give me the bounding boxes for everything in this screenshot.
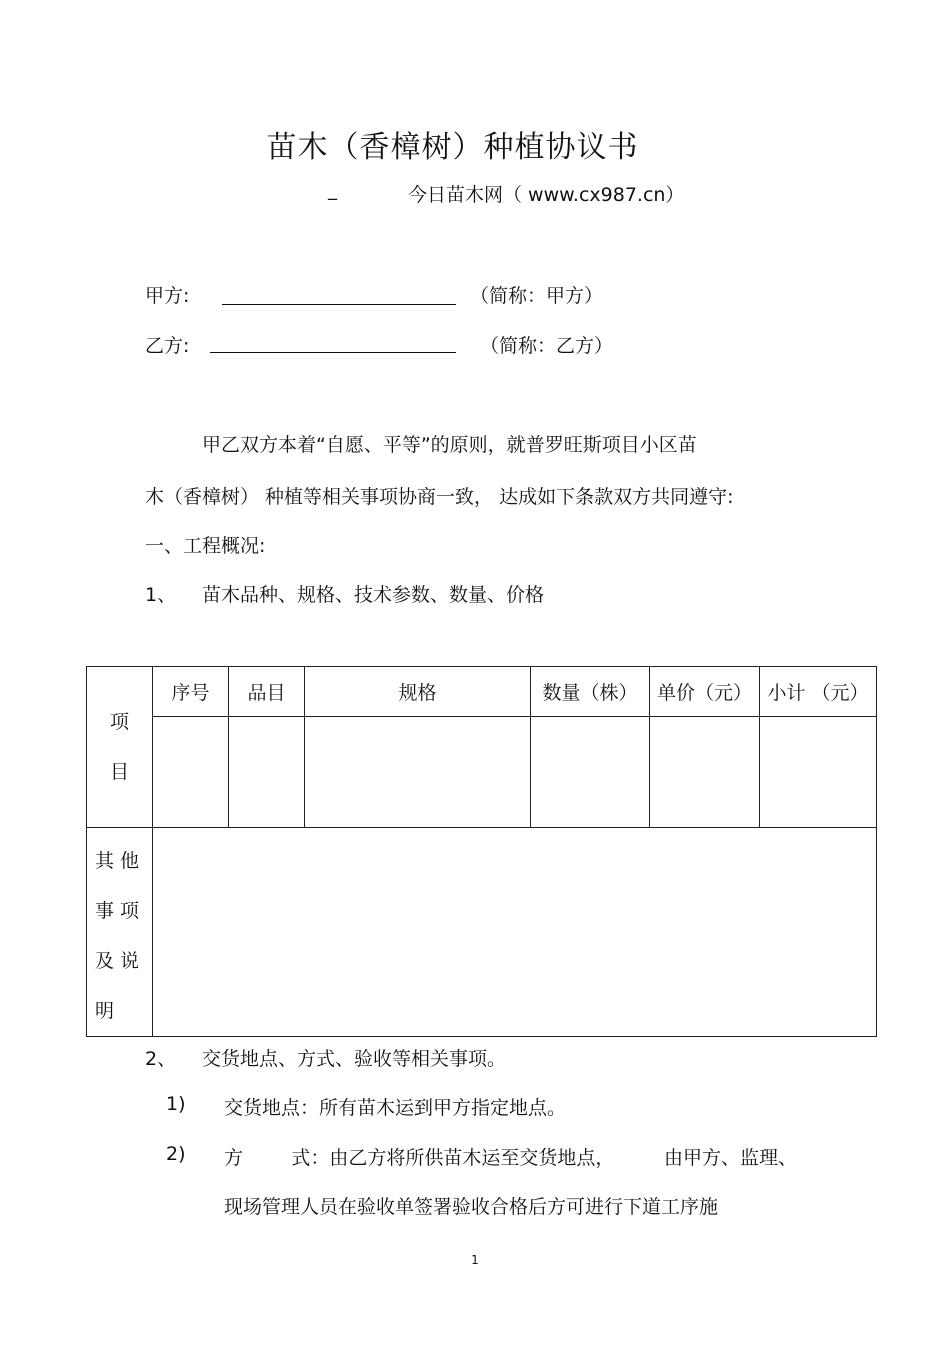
cell-item bbox=[229, 717, 305, 828]
other-matters-label: 其他事项及说明 bbox=[87, 828, 153, 1037]
header-subtotal: 小计 （元） bbox=[760, 667, 877, 717]
sub-item-2-line-2: 现场管理人员在验收单签署验收合格后方可进行下道工序施 bbox=[224, 1196, 719, 1218]
subtitle-dash: _ bbox=[328, 180, 337, 201]
intro-line-2: 木（香樟树） 种植等相关事项协商一致， 达成如下条款双方共同遵守: bbox=[145, 486, 734, 508]
subtitle-website: 今日苗木网（ www.cx987.cn） bbox=[408, 184, 685, 206]
item-1-text: 苗木品种、规格、技术参数、数量、价格 bbox=[202, 584, 545, 606]
section-1-heading: 一、工程概况: bbox=[145, 535, 266, 557]
cell-serial-no bbox=[153, 717, 229, 828]
sub-item-1-number: 1) bbox=[166, 1093, 186, 1115]
party-a-note: （简称：甲方） bbox=[470, 285, 604, 307]
party-b-note: （简称：乙方） bbox=[480, 335, 614, 357]
row-label-line-1: 项 bbox=[109, 711, 129, 733]
cell-specification bbox=[305, 717, 531, 828]
party-a-name-line bbox=[222, 304, 456, 305]
item-1-number: 1、 bbox=[145, 584, 177, 606]
sub-item-1-text: 交货地点：所有苗木运到甲方指定地点。 bbox=[224, 1097, 567, 1119]
sub-item-2-text-b: 由甲方、监理、 bbox=[664, 1147, 798, 1169]
party-a-label: 甲方: bbox=[145, 285, 190, 307]
header-unit-price: 单价（元） bbox=[650, 667, 760, 717]
item-2-number: 2、 bbox=[145, 1048, 177, 1070]
document-title: 苗木（香樟树）种植协议书 bbox=[266, 130, 639, 165]
page-number: 1 bbox=[471, 1253, 479, 1267]
intro-line-1: 甲乙双方本着“自愿、平等”的原则，就普罗旺斯项目小区苗 bbox=[202, 434, 697, 456]
cell-unit-price bbox=[650, 717, 760, 828]
header-item: 品目 bbox=[229, 667, 305, 717]
item-2-text: 交货地点、方式、验收等相关事项。 bbox=[202, 1048, 507, 1070]
seedling-items-table bbox=[86, 666, 877, 1037]
cell-quantity bbox=[531, 717, 650, 828]
header-specification: 规格 bbox=[305, 667, 531, 717]
row-label-line-2: 目 bbox=[109, 761, 129, 783]
sub-item-2-number: 2) bbox=[166, 1143, 186, 1165]
table-row-label-project bbox=[87, 667, 153, 828]
header-quantity: 数量（株） bbox=[531, 667, 650, 717]
party-b-label: 乙方: bbox=[145, 335, 190, 357]
sub-item-2-text-a: 方 式：由乙方将所供苗木运至交货地点， bbox=[224, 1147, 615, 1169]
other-matters-content bbox=[153, 828, 877, 1037]
header-serial-no: 序号 bbox=[153, 667, 229, 717]
party-b-name-line bbox=[210, 352, 456, 353]
cell-subtotal bbox=[760, 717, 877, 828]
